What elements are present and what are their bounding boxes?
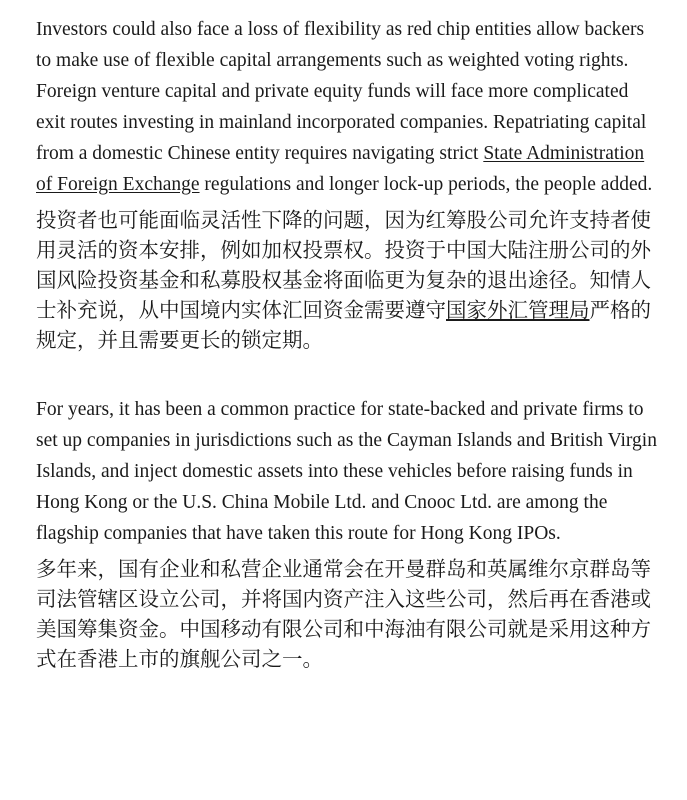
- paragraph-chinese-2: [36, 555, 660, 675]
- paragraph-text: regulations and longer lock-up periods, the people added.: [199, 174, 653, 195]
- paragraph-text: Investors could also face a loss of flexibility as red chip entities allow backers to make use of flexible capital arrangements such as weighted voting rights. Foreign venture capital and private equity funds will face more complicated exit routes investing in mainland incorporated companies. Repatriating capital from a domestic Chinese entity requires navigating strict: [36, 19, 647, 164]
- paragraph-chinese-1: [36, 206, 660, 356]
- paragraph-text: 投资者也可能面临灵活性下降的问题，因为红筹股公司允许支持者使用灵活的资本安排，例如加权投票权。投资于中国大陆注册公司的外国风险投资基金和私募股权基金将面临更为复杂的退出途径。知情人士补充说，从中国境内实体汇回资金需要遵守: [36, 209, 651, 322]
- link-state-administration-of-foreign-exchange[interactable]: State Administration of Foreign Exchange: [36, 143, 645, 195]
- paragraph-english-1: [36, 14, 660, 200]
- paragraph-english-2: [36, 394, 660, 549]
- paragraph-text: 多年来，国有企业和私营企业通常会在开曼群岛和英属维尔京群岛等司法管辖区设立公司，并将国内资产注入这些公司，然后再在香港或美国筹集资金。中国移动有限公司和中海油有限公司就是采用这种方式在香港上市的旗舰公司之一。: [36, 558, 651, 671]
- paragraph-pair-2: [36, 394, 660, 675]
- paragraph-pair-1: [36, 14, 660, 356]
- link-safe-chinese[interactable]: 国家外汇管理局: [446, 299, 590, 322]
- paragraph-text: For years, it has been a common practice for state-backed and private firms to set up companies in jurisdictions such as the Cayman Islands and British Virgin Islands, and inject domestic assets into these vehicles before raising funds in Hong Kong or the U.S. China Mobile Ltd. and Cnooc Ltd. are among the flagship companies that have taken this route for Hong Kong IPOs.: [36, 399, 657, 544]
- paragraph-text: 严格的规定，并且需要更长的锁定期。: [36, 299, 651, 352]
